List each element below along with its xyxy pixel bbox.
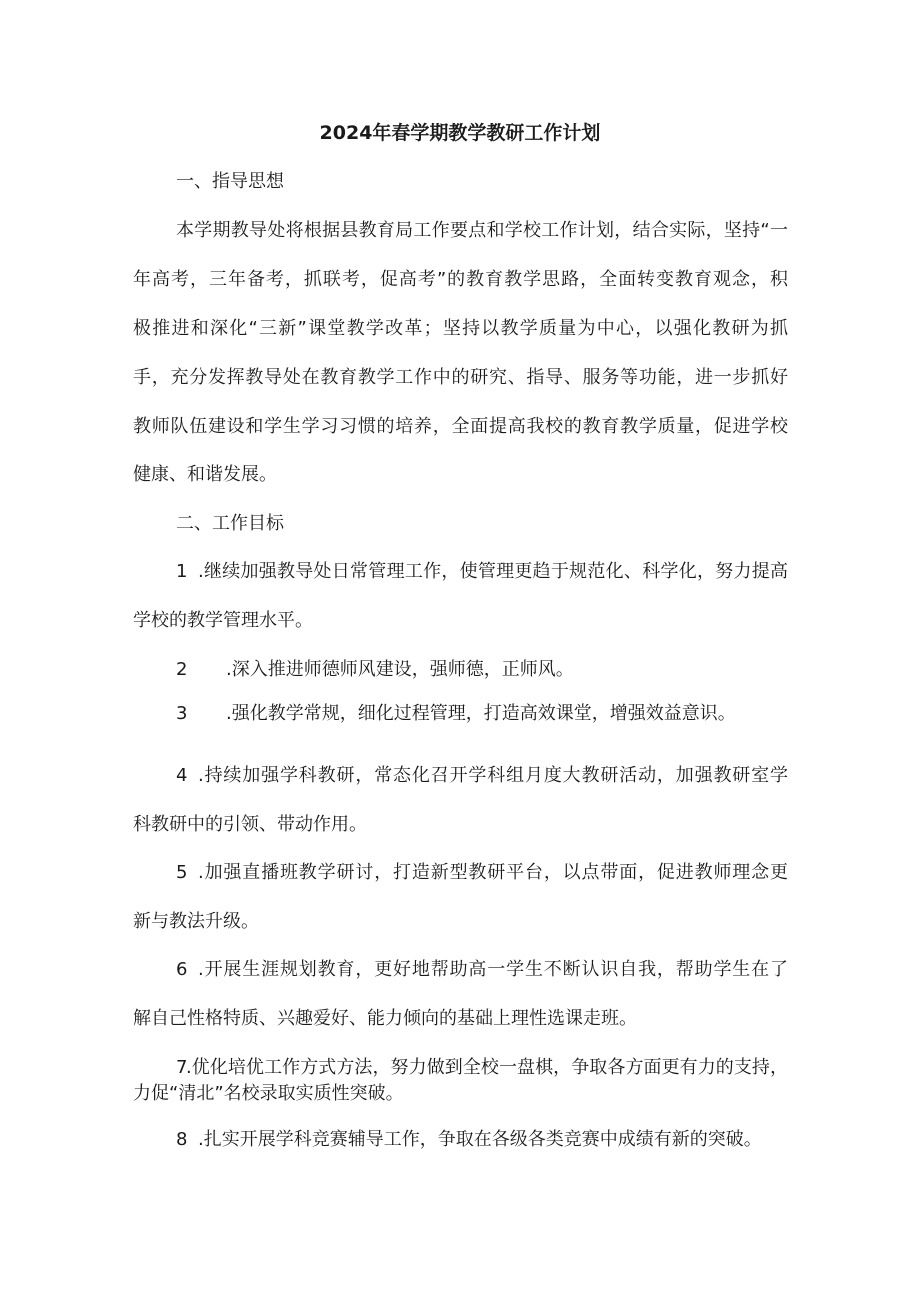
list-item-text: 力促“清北”名校录取实质性突破。 bbox=[133, 1083, 404, 1104]
list-item-text: 新与教法升级。 bbox=[133, 911, 259, 932]
list-item-number: 8 bbox=[176, 1129, 188, 1150]
document-title: 2024年春学期教学教研工作计划 bbox=[319, 122, 601, 144]
list-item-number: 5 bbox=[176, 862, 188, 883]
paragraph-line: 极推进和深化“三新”课堂教学改革；坚持以教学质量为中心，以强化教研为抓 bbox=[133, 318, 788, 339]
list-item-text: .开展生涯规划教育，更好地帮助高一学生不断认识自我，帮助学生在了 bbox=[198, 959, 788, 980]
list-item-text: 学校的教学管理水平。 bbox=[133, 610, 313, 631]
list-item-text: .强化教学常规，细化过程管理，打造高效课堂，增强效益意识。 bbox=[226, 703, 736, 724]
list-item-text: .持续加强学科教研，常态化召开学科组月度大教研活动，加强教研室学 bbox=[198, 765, 788, 786]
list-item-number: 6 bbox=[176, 959, 188, 980]
list-item-text: 科教研中的引领、带动作用。 bbox=[133, 814, 367, 835]
list-item-number: 3 bbox=[176, 703, 188, 724]
list-item-text: .深入推进师德师风建设，强师德，正师风。 bbox=[226, 659, 574, 680]
list-item-number: 1 bbox=[176, 561, 188, 582]
paragraph-line: 健康、和谐发展。 bbox=[133, 464, 277, 485]
list-item-text: .继续加强教导处日常管理工作，使管理更趋于规范化、科学化，努力提高 bbox=[198, 561, 788, 582]
paragraph-line: 年高考，三年备考，抓联考，促高考”的教育教学思路，全面转变教育观念，积 bbox=[133, 269, 788, 290]
list-item-text: .加强直播班教学研讨，打造新型教研平台，以点带面，促进教师理念更 bbox=[198, 862, 788, 883]
list-item-text: 解自己性格特质、兴趣爱好、能力倾向的基础上理性选课走班。 bbox=[133, 1008, 637, 1029]
list-item-number: 7 bbox=[176, 1057, 188, 1078]
section-heading: 二、工作目标 bbox=[176, 513, 284, 534]
list-item-number: 4 bbox=[176, 765, 188, 786]
paragraph-line: 教师队伍建设和学生学习习惯的培养，全面提高我校的教育教学质量，促进学校 bbox=[133, 416, 788, 437]
paragraph-line: 手，充分发挥教导处在教育教学工作中的研究、指导、服务等功能，进一步抓好 bbox=[133, 367, 788, 388]
list-item-number: 2 bbox=[176, 659, 188, 680]
paragraph-line: 本学期教导处将根据县教育局工作要点和学校工作计划，结合实际，坚持“一 bbox=[176, 220, 788, 241]
list-item-text: .扎实开展学科竞赛辅导工作，争取在各级各类竞赛中成绩有新的突破。 bbox=[198, 1129, 762, 1150]
section-heading: 一、指导思想 bbox=[176, 171, 284, 192]
list-item-text: .优化培优工作方式方法，努力做到全校一盘棋，争取各方面更有力的支持， bbox=[186, 1057, 788, 1078]
